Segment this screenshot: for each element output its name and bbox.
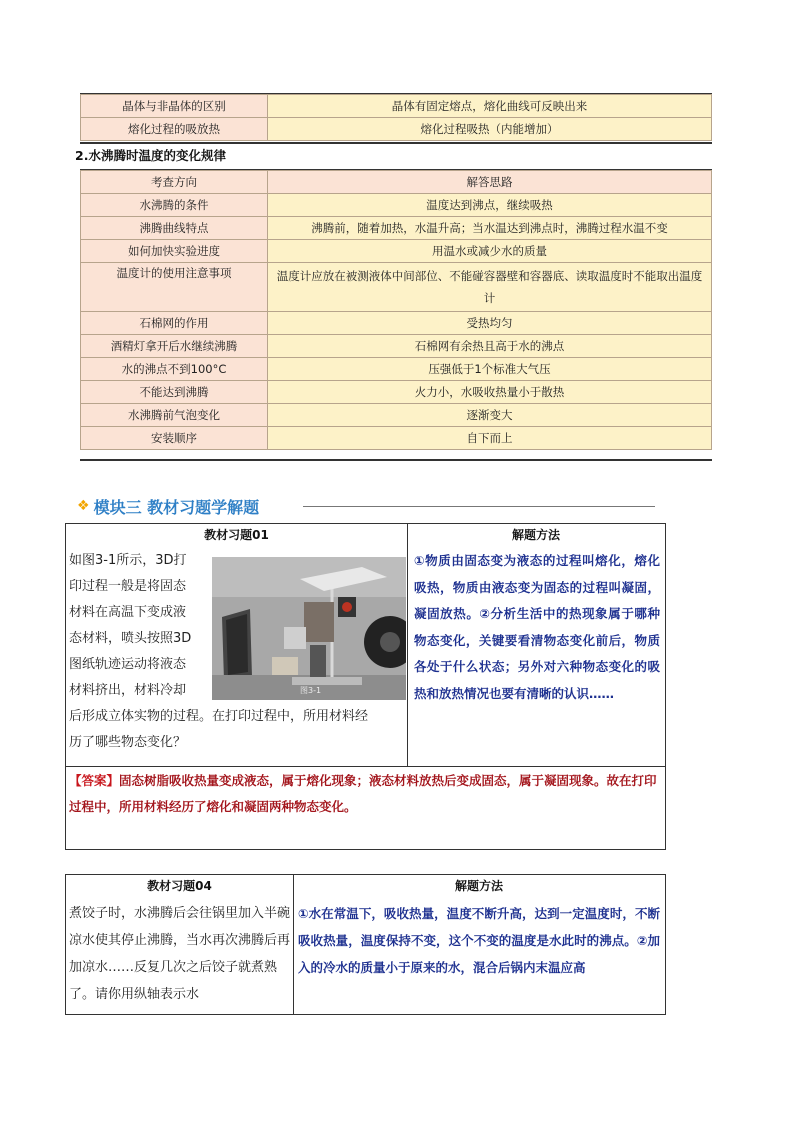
section-title: 2.水沸腾时温度的变化规律 <box>75 148 226 163</box>
table1-bottom-rule <box>80 142 712 144</box>
answer-body: 固态树脂吸收热量变成液态，属于熔化现象；液态材料放热后变成固态，属于凝固现象。故在打印过程中，所用材料经历了熔化和凝固两种物态变化。 <box>69 773 657 814</box>
table-row <box>81 381 712 404</box>
table-header-value: 解答思路 <box>268 171 712 194</box>
table-row <box>81 335 712 358</box>
table-cell-key: 水的沸点不到100°C <box>81 358 268 381</box>
table-row <box>81 427 712 450</box>
table-row <box>81 312 712 335</box>
table-row <box>81 217 712 240</box>
table-cell-value: 石棉网有余热且高于水的沸点 <box>268 335 712 358</box>
table-row <box>81 95 712 118</box>
diamond-bullet-icon: ❖ <box>77 498 90 514</box>
table-cell-key: 水沸腾的条件 <box>81 194 268 217</box>
exercise-label: 教材习题01 <box>204 528 269 542</box>
table-cell-value: 用温水或减少水的质量 <box>268 240 712 263</box>
method-text: ①水在常温下，吸收热量，温度不断升高，达到一定温度时，不断吸收热量，温度保持不变，这个不变的温度是水此时的沸点。②加入的冷水的质量小于原来的水，混合后锅内末温应高 <box>298 906 660 975</box>
table-cell-key: 酒精灯拿开后水继续沸腾 <box>81 335 268 358</box>
table-cell-key: 石棉网的作用 <box>81 312 268 335</box>
method-text: ①物质由固态变为液态的过程叫熔化，熔化吸热，物质由液态变为固态的过程叫凝固，凝固放热。②分析生活中的热现象属于哪种物态变化，关键要看清物态变化前后，物质各处于什么状态；另外对六种物态变化的吸热和放热情况也要有清晰的认识…… <box>414 553 660 701</box>
module-title: 模块三 教材习题学解题 <box>93 497 260 517</box>
table-cell-key: 如何加快实验进度 <box>81 240 268 263</box>
table-cell-value: 火力小，水吸收热量小于散热 <box>268 381 712 404</box>
table-cell-key: 安装顺序 <box>81 427 268 450</box>
table-row <box>81 240 712 263</box>
3d-printer-illustration <box>212 557 406 700</box>
table-cell-value: 压强低于1个标准大气压 <box>268 358 712 381</box>
answer-divider <box>66 766 665 767</box>
table-cell-key: 不能达到沸腾 <box>81 381 268 404</box>
figure-caption: 图3-1 <box>300 686 322 695</box>
table-row <box>81 263 712 312</box>
table-cell-key: 晶体与非晶体的区别 <box>81 95 268 118</box>
table-cell-value: 熔化过程吸热（内能增加） <box>268 118 712 141</box>
table1 <box>80 94 712 141</box>
module-heading <box>77 495 259 517</box>
table-row <box>81 194 712 217</box>
table-cell-value: 晶体有固定熔点，熔化曲线可反映出来 <box>268 95 712 118</box>
table-cell-key: 沸腾曲线特点 <box>81 217 268 240</box>
column-divider <box>293 875 294 1014</box>
method-label: 解题方法 <box>511 528 560 542</box>
table-cell-value: 自下而上 <box>268 427 712 450</box>
exercise-label: 教材习题04 <box>147 879 212 893</box>
table2-bottom-rule <box>80 459 712 461</box>
module-heading-rule <box>303 506 655 507</box>
table-cell-value: 温度计应放在被测液体中间部位、不能碰容器壁和容器底、读取温度时不能取出温度计 <box>268 263 712 312</box>
table-row <box>81 404 712 427</box>
exercise-question: 煮饺子时，水沸腾后会往锅里加入半碗凉水使其停止沸腾，当水再次沸腾后再加凉水……反复几次之后饺子就煮熟了。请你用纵轴表示水 <box>69 906 291 1002</box>
exercise-question: 如图3-1所示，3D打 印过程一般是将固态 材料在高温下变成液 态材料，喷头按照3D 图纸轨迹运动将液态 材料挤出，材料冷却 后形成立体实物的过程。在打印过程中，所用材料经 历了哪些物态变化？ <box>69 553 369 750</box>
method-label: 解题方法 <box>454 879 503 893</box>
figure-3d-printer-photo <box>212 557 406 700</box>
answer-text <box>69 768 661 820</box>
table-cell-key: 温度计的使用注意事项 <box>81 263 268 312</box>
table-header-key: 考查方向 <box>81 171 268 194</box>
table-cell-key: 水沸腾前气泡变化 <box>81 404 268 427</box>
table-header-row <box>81 171 712 194</box>
table-cell-value: 逐渐变大 <box>268 404 712 427</box>
table-row <box>81 358 712 381</box>
answer-tag: 【答案】 <box>69 773 120 788</box>
table-row <box>81 118 712 141</box>
table-cell-value: 温度达到沸点，继续吸热 <box>268 194 712 217</box>
table2 <box>80 170 712 450</box>
table-cell-key: 熔化过程的吸放热 <box>81 118 268 141</box>
table-cell-value: 沸腾前，随着加热，水温升高；当水温达到沸点时，沸腾过程水温不变 <box>268 217 712 240</box>
table-cell-value: 受热均匀 <box>268 312 712 335</box>
